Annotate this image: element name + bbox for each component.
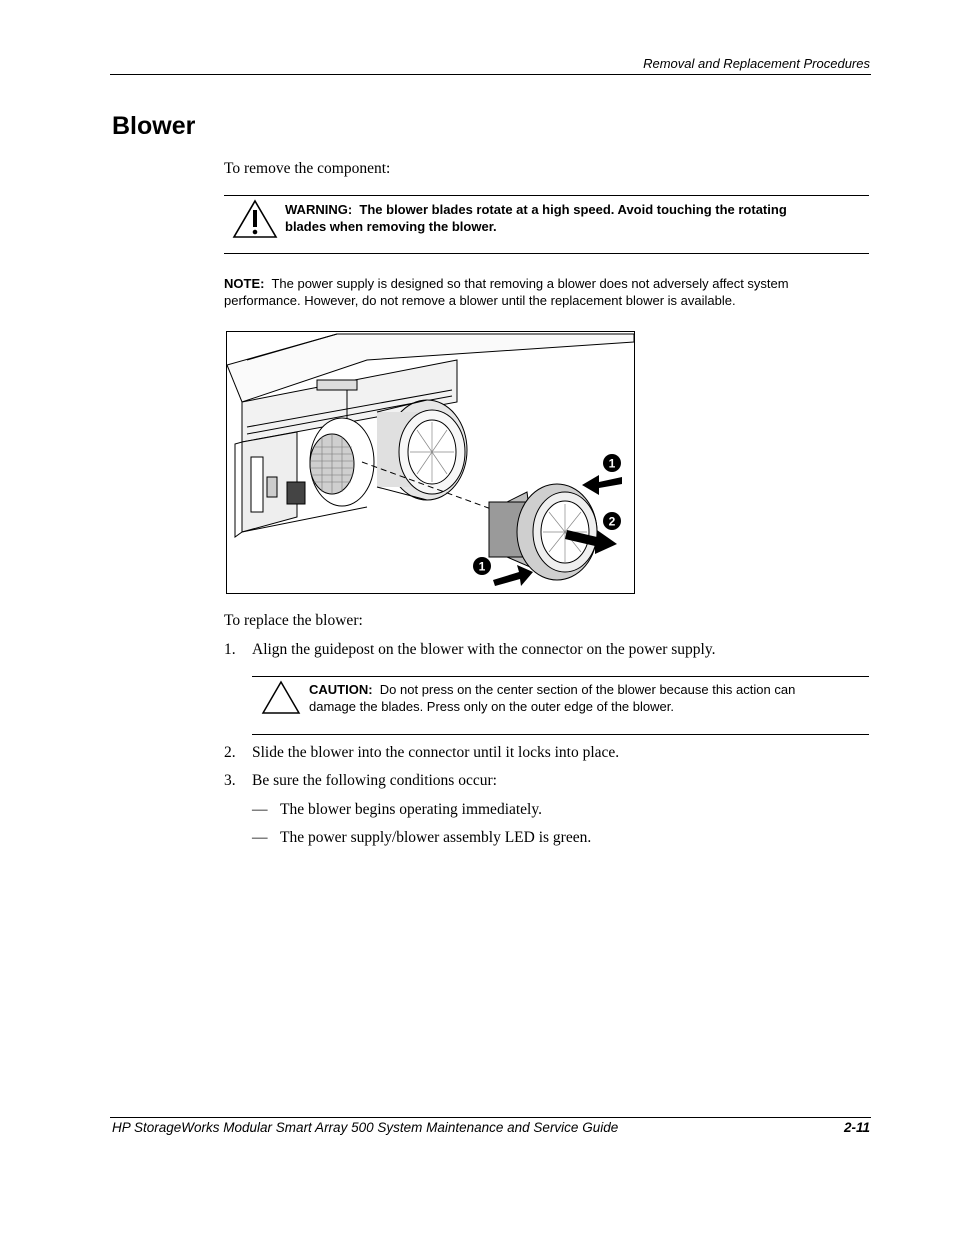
header-rule	[110, 74, 871, 75]
footer-guide-title: HP StorageWorks Modular Smart Array 500 System Maintenance and Service Guide	[112, 1120, 619, 1135]
condition-1	[252, 801, 542, 819]
step-1	[224, 641, 715, 659]
condition-2-dash: —	[252, 829, 268, 846]
step-2-text: Slide the blower into the connector until it locks into place.	[252, 744, 620, 761]
caution-text	[309, 681, 869, 715]
caution-label: CAUTION:	[309, 682, 373, 697]
caution-line1: Do not press on the center section of the blower because this action can	[379, 682, 796, 697]
step-1-number: 1.	[224, 641, 236, 658]
warning-line2: blades when removing the blower.	[285, 219, 497, 234]
warning-label: WARNING:	[285, 202, 353, 217]
caution-line2: damage the blades. Press only on the outer edge of the blower.	[309, 699, 674, 714]
step-3-text: Be sure the following conditions occur:	[252, 772, 497, 789]
step-2	[224, 744, 619, 762]
note-line1: The power supply is designed so that removing a blower does not adversely affect system	[271, 276, 789, 291]
caution-top-rule	[252, 676, 869, 677]
page-title: Blower	[112, 112, 196, 140]
step-2-number: 2.	[224, 744, 236, 761]
intro-text: To remove the component:	[224, 160, 391, 177]
condition-2	[252, 829, 591, 847]
callout-marker-3: 1	[478, 559, 486, 574]
condition-1-text: The blower begins operating immediately.	[280, 801, 542, 818]
caution-bottom-rule	[252, 734, 869, 735]
blower-removal-figure	[226, 331, 635, 594]
step-1-text: Align the guidepost on the blower with the connector on the power supply.	[252, 641, 716, 658]
warning-bottom-rule	[224, 253, 869, 254]
condition-1-dash: —	[252, 801, 268, 818]
note-line2: performance. However, do not remove a blower until the replacement blower is available.	[224, 293, 736, 308]
step-3-number: 3.	[224, 772, 236, 789]
replace-intro-text: To replace the blower:	[224, 612, 363, 629]
callout-marker-1: 1	[608, 456, 616, 471]
caution-triangle-icon	[261, 680, 301, 715]
footer-page-number: 2-11	[843, 1120, 870, 1135]
blower-illustration	[227, 332, 634, 593]
note-label: NOTE:	[224, 276, 265, 291]
footer-rule	[110, 1117, 871, 1118]
warning-triangle-icon	[232, 199, 278, 239]
warning-text	[285, 201, 865, 235]
note-text	[224, 275, 864, 309]
running-header: Removal and Replacement Procedures	[643, 56, 870, 71]
warning-top-rule	[224, 195, 869, 196]
callout-marker-2: 2	[608, 514, 616, 529]
condition-2-text: The power supply/blower assembly LED is green.	[280, 829, 592, 846]
step-3	[224, 772, 497, 790]
warning-line1: The blower blades rotate at a high speed. Avoid touching the rotating	[359, 202, 787, 217]
